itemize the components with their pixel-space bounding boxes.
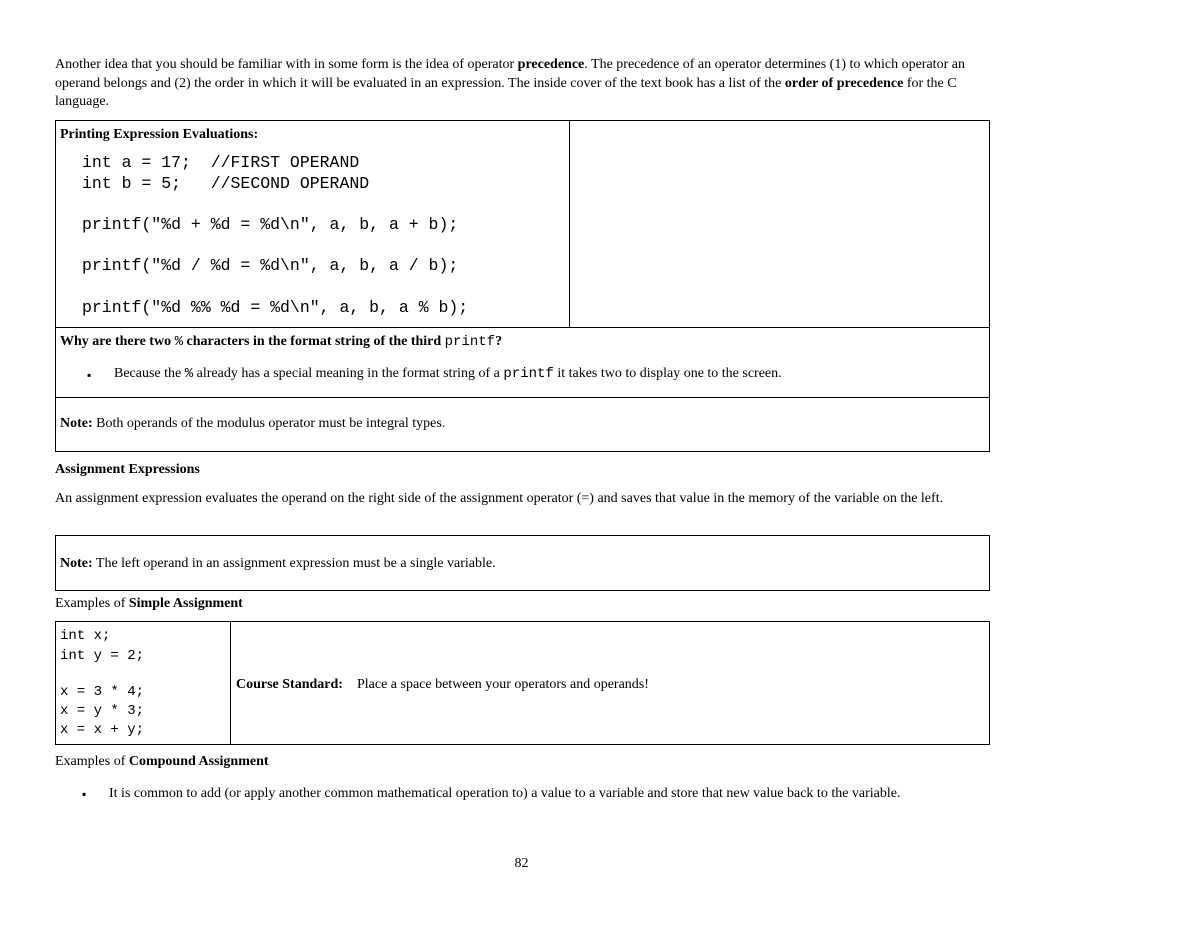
compound-pre: Examples of: [55, 754, 129, 769]
simple-code-3: x = 3 * 4;: [60, 684, 145, 700]
course-standard: [236, 677, 649, 693]
simple-assignment-heading: [55, 596, 243, 612]
printing-box-divider: [569, 121, 570, 327]
assignment-note-label: Note:: [60, 556, 93, 571]
assignment-heading: Assignment Expressions: [55, 462, 200, 477]
modulus-note-text: Both operands of the modulus operator must be integral types.: [92, 416, 446, 431]
intro-text-1: Another idea that you should be familiar with in some form is the idea of operator: [55, 57, 518, 72]
answer-end: it takes two to display one to the screen.: [553, 366, 782, 381]
printing-box: [55, 120, 990, 452]
course-standard-text: Place a space between your operators and operands!: [356, 677, 649, 692]
code-line-1: int a = 17; //FIRST OPERAND: [82, 153, 360, 172]
compound-bold: Compound Assignment: [128, 754, 269, 769]
simple-assignment-box: [55, 621, 990, 745]
simple-code-2: int y = 2;: [60, 648, 145, 664]
code-line-4: printf("%d / %d = %d\n", a, b, a / b);: [82, 256, 459, 275]
printing-box-title: Printing Expression Evaluations:: [60, 127, 259, 142]
assignment-note: [60, 556, 496, 572]
assignment-note-text: The left operand in an assignment expression must be a single variable.: [92, 556, 496, 571]
modulus-note-label: Note:: [60, 416, 93, 431]
question-code-printf: printf: [444, 334, 496, 350]
simple-code-5: x = x + y;: [60, 722, 145, 738]
intro-bold-order: order of precedence: [784, 75, 904, 91]
answer-pre: Because the: [114, 366, 185, 381]
printing-box-hline-2: [56, 397, 989, 398]
answer-text: [114, 366, 782, 382]
code-line-3: printf("%d + %d = %d\n", a, b, a + b);: [82, 215, 459, 234]
simple-pre: Examples of: [55, 596, 129, 611]
intro-text-2: . The precedence of an operator determines (1) to which operator an operand belongs and (2) the order in which it will be evaluated in an expression. The inside cover of the text book has a list of the: [55, 57, 965, 91]
assignment-note-box: [55, 535, 990, 591]
question-pre: Why are there two: [60, 334, 175, 349]
simple-bold: Simple Assignment: [128, 596, 243, 611]
answer-bullet-icon: ▪: [87, 368, 92, 382]
question-mid: characters in the format string of the third: [182, 334, 445, 349]
question-text: [60, 334, 502, 350]
answer-code-percent: %: [184, 366, 194, 382]
simple-box-divider: [230, 622, 231, 744]
intro-bold-precedence: precedence: [517, 57, 585, 72]
question-code-percent: %: [174, 334, 183, 350]
intro-paragraph: [55, 56, 990, 112]
compound-bullet-icon: ▪: [82, 787, 87, 801]
compound-text: It is common to add (or apply another common mathematical operation to) a value to a variable and store that new value back to the variable.: [109, 786, 901, 801]
answer-code-printf: printf: [503, 366, 554, 382]
printing-box-hline-1: [56, 327, 989, 328]
compound-assignment-heading: [55, 754, 269, 770]
course-standard-label: Course Standard:: [236, 677, 343, 692]
answer-mid: already has a special meaning in the format string of a: [193, 366, 504, 381]
page-number: 82: [514, 856, 529, 871]
code-line-5: printf("%d %% %d = %d\n", a, b, a % b);: [82, 298, 469, 317]
assignment-paragraph: An assignment expression evaluates the operand on the right side of the assignment operator (=) and saves that value in the memory of the variable on the left.: [55, 491, 944, 506]
modulus-note: [60, 416, 445, 432]
question-end: ?: [495, 334, 503, 349]
simple-code-1: int x;: [60, 628, 111, 644]
simple-code-4: x = y * 3;: [60, 703, 145, 719]
code-line-2: int b = 5; //SECOND OPERAND: [82, 174, 370, 193]
intro-text-3: for the C language.: [55, 75, 957, 109]
